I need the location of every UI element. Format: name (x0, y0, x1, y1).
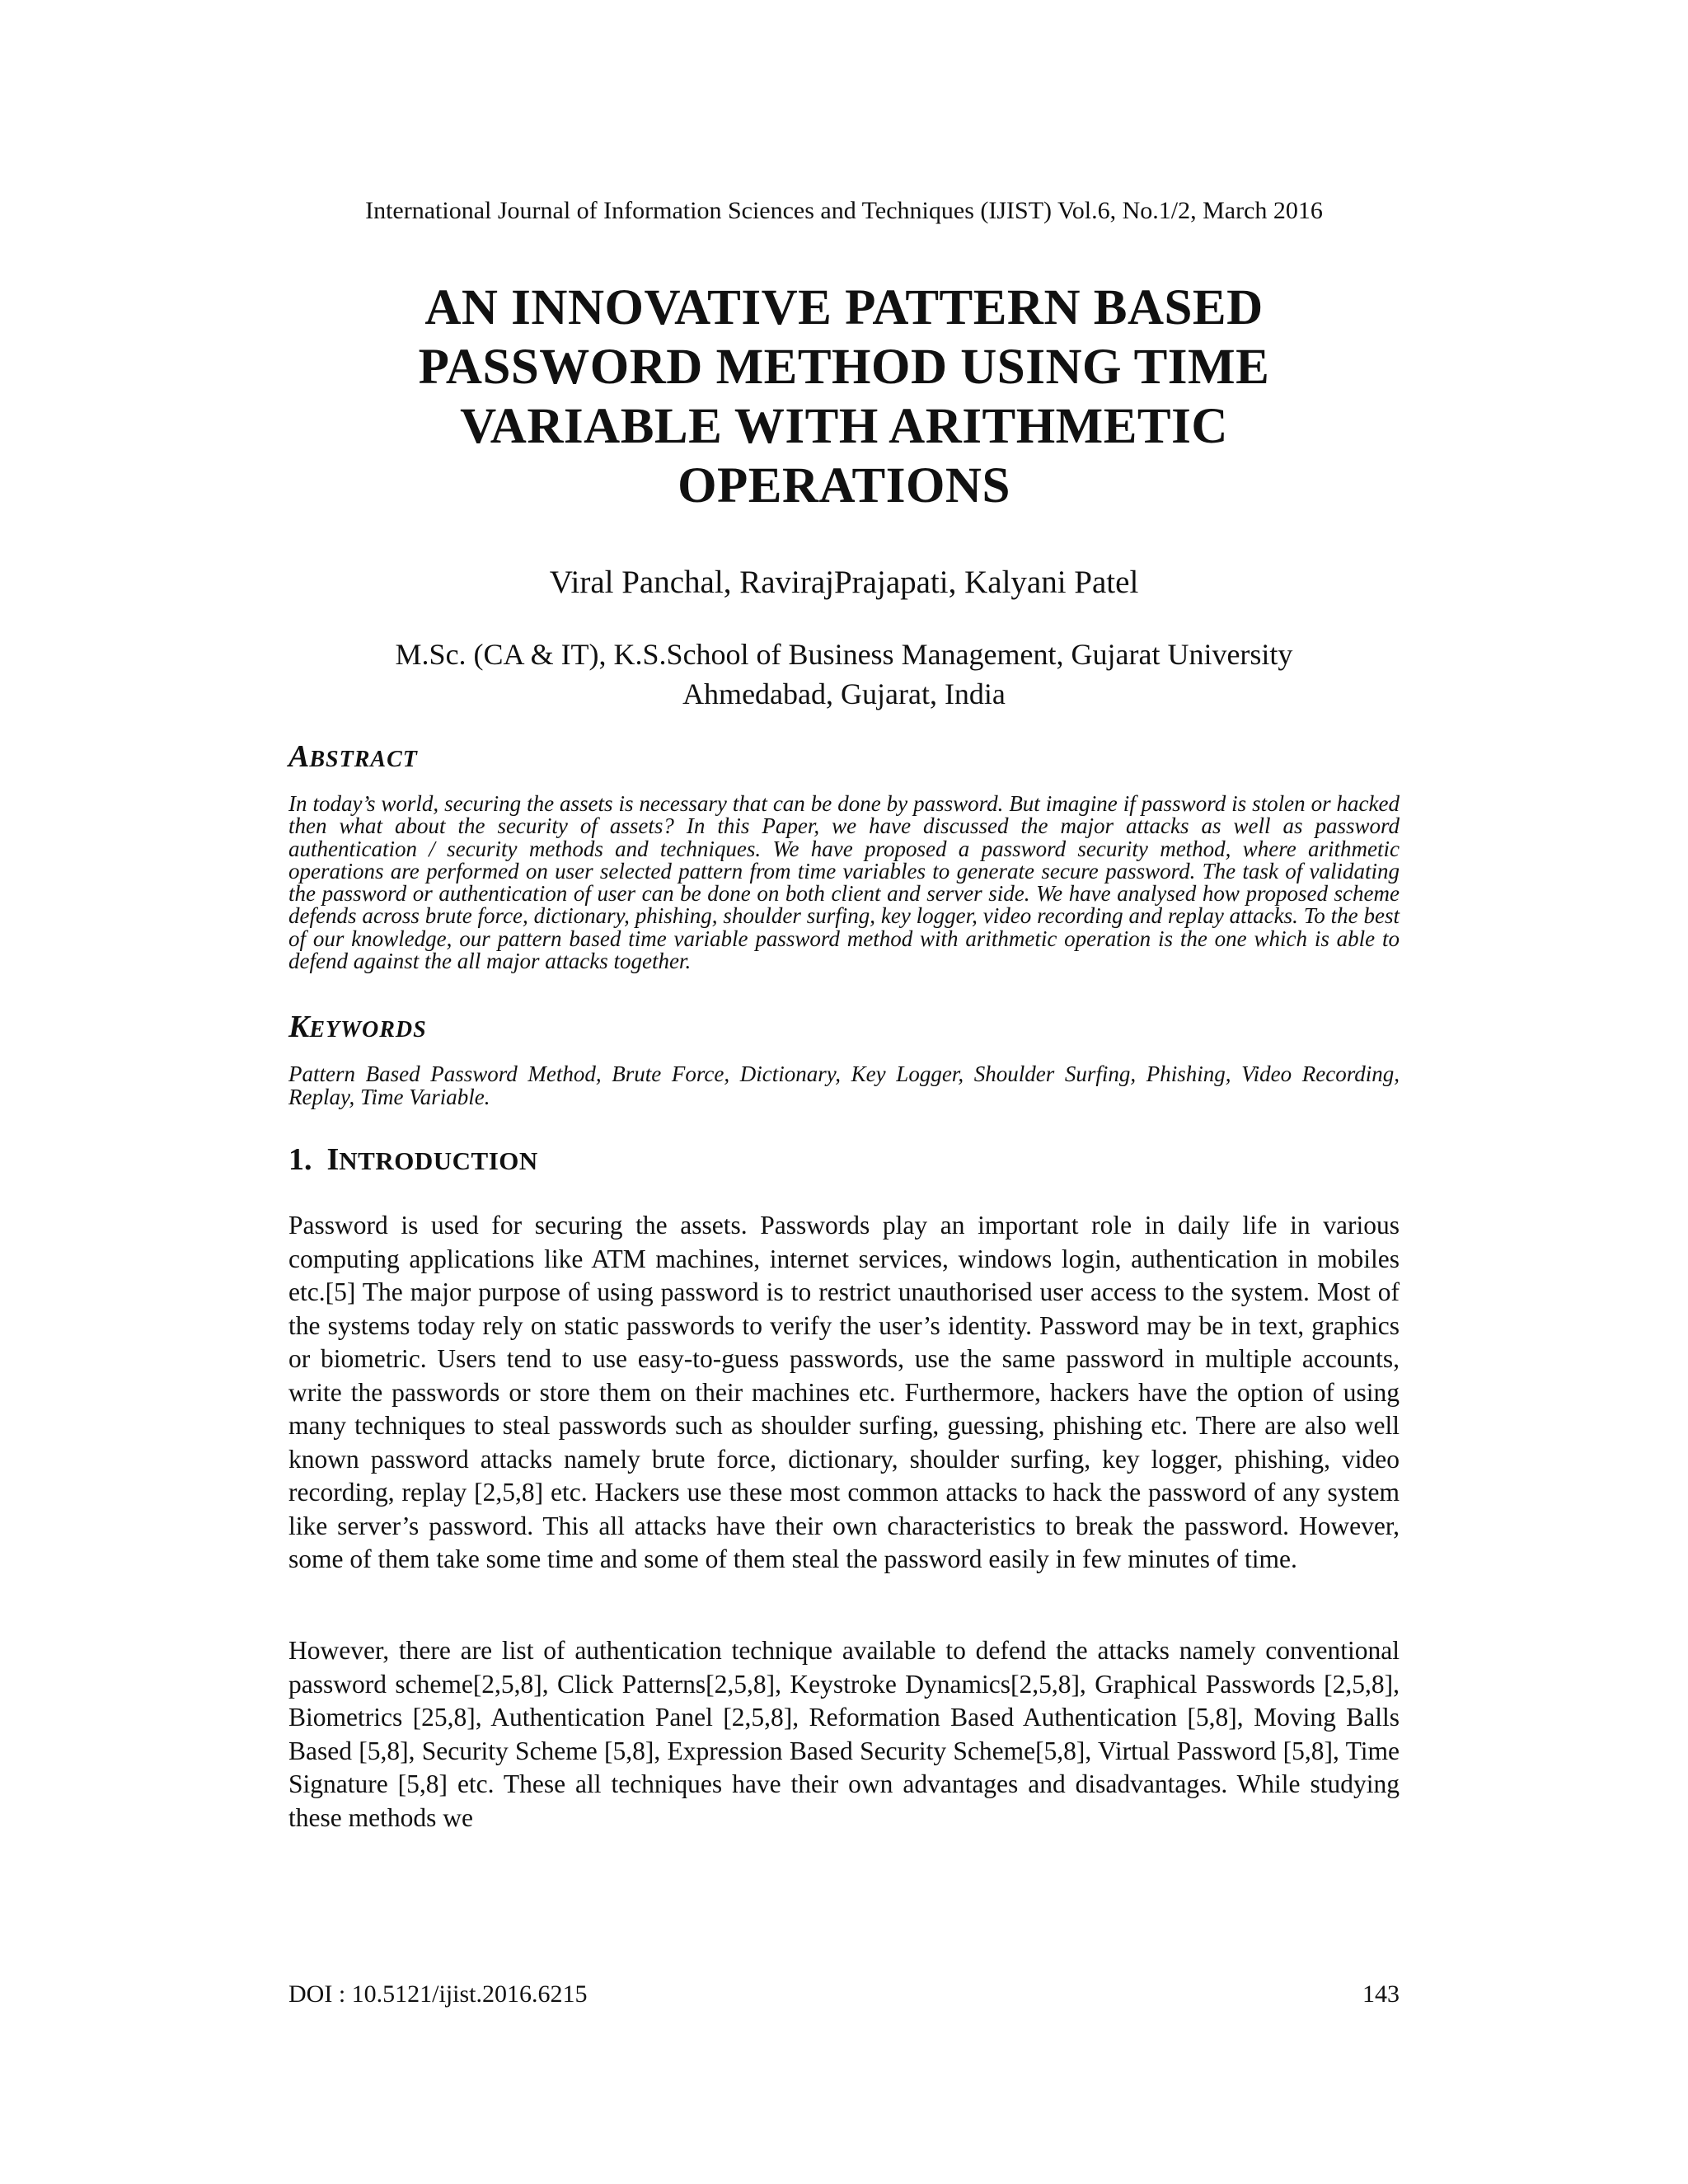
affiliation-line: Ahmedabad, Gujarat, India (682, 677, 1006, 710)
affiliation (0, 635, 1688, 714)
title-line: AN INNOVATIVE PATTERN BASED (424, 280, 1264, 335)
heading-initial: I (326, 1142, 340, 1177)
body-paragraph: Password is used for securing the assets. Passwords play an important role in daily life in various computing applications like ATM machines, internet services, windows login, authentication in mobiles etc.[5] The major purpose of using password is to restrict unauthorised user access to the system. Most of the systems today rely on static passwords to verify the user’s identity. Password may be in text, graphics or biometric. Users tend to use easy-to-guess passwords, use the same password in multiple accounts, write the passwords or store them on their machines etc. Furthermore, hackers have the option of using many techniques to steal passwords such as shoulder surfing, guessing, phishing etc. There are also well known password attacks namely brute force, dictionary, shoulder surfing, key logger, phishing, video recording, replay [2,5,8] etc. Hackers use these most common attacks to hack the password of any system like server’s password. This all attacks have their own characteristics to break the password. However, some of them take some time and some of them steal the password easily in few minutes of time. (288, 1211, 1400, 1573)
page-number: 143 (1362, 1980, 1400, 2008)
affiliation-line: M.Sc. (CA & IT), K.S.School of Business Management, Gujarat University (395, 638, 1293, 671)
title-line: VARIABLE WITH ARITHMETIC (460, 399, 1228, 454)
heading-rest: EYWORDS (309, 1017, 427, 1043)
author-list: Viral Panchal, RavirajPrajapati, Kalyani Patel (549, 565, 1139, 600)
body-paragraph: However, there are list of authentication technique available to defend the attacks namely conventional password scheme[2,5,8], Click Patterns[2,5,8], Keystroke Dynamics[2,5,8], Graphical Passwords [2,5,8], Biometrics [25,8], Authentication Panel [2,5,8], Reformation Based Authentication [5,8], Moving Balls Based [5,8], Security Scheme [5,8], Expression Based Security Scheme[5,8], Virtual Password [5,8], Time Signature [5,8] etc. These all techniques have their own advantages and disadvantages. While studying these methods we (288, 1636, 1400, 1832)
abstract-body: In today’s world, securing the assets is necessary that can be done by password. But imagine if password is stolen or hacked then what about the security of assets? In this Paper, we have discussed the major attacks as well as password authentication / security methods and techniques. We have proposed a password security method, where arithmetic operations are performed on user selected pattern from time variables to generate secure password. The task of validating the password or authentication of user can be done on both client and server side. We have analysed how proposed scheme defends across brute force, dictionary, phishing, shoulder surfing, key logger, video recording and replay attacks. To the best of our knowledge, our pattern based time variable password method with arithmetic operation is the one which is able to defend against the all major attacks together. (288, 791, 1400, 974)
keywords-heading (288, 1010, 427, 1047)
heading-initial: K (288, 1010, 310, 1044)
footer-doi: DOI : 10.5121/ijist.2016.6215 (288, 1980, 588, 2008)
title-line: PASSWORD METHOD USING TIME (418, 340, 1270, 395)
running-head: International Journal of Information Sciences and Techniques (IJIST) Vol.6, No.1/2, March 2016 (365, 197, 1323, 224)
heading-initial: A (288, 739, 310, 774)
introduction-heading (288, 1141, 538, 1179)
section-number: 1. (288, 1142, 312, 1177)
heading-rest: NTRODUCTION (339, 1146, 538, 1175)
heading-rest: BSTRACT (309, 747, 418, 772)
abstract-heading (288, 740, 418, 776)
title-line: OPERATIONS (678, 458, 1010, 513)
keywords-body: Pattern Based Password Method, Brute Force, Dictionary, Key Logger, Shoulder Surfing, Phishing, Video Recording, Replay, Time Variable. (288, 1062, 1400, 1109)
paper-title (288, 279, 1400, 516)
